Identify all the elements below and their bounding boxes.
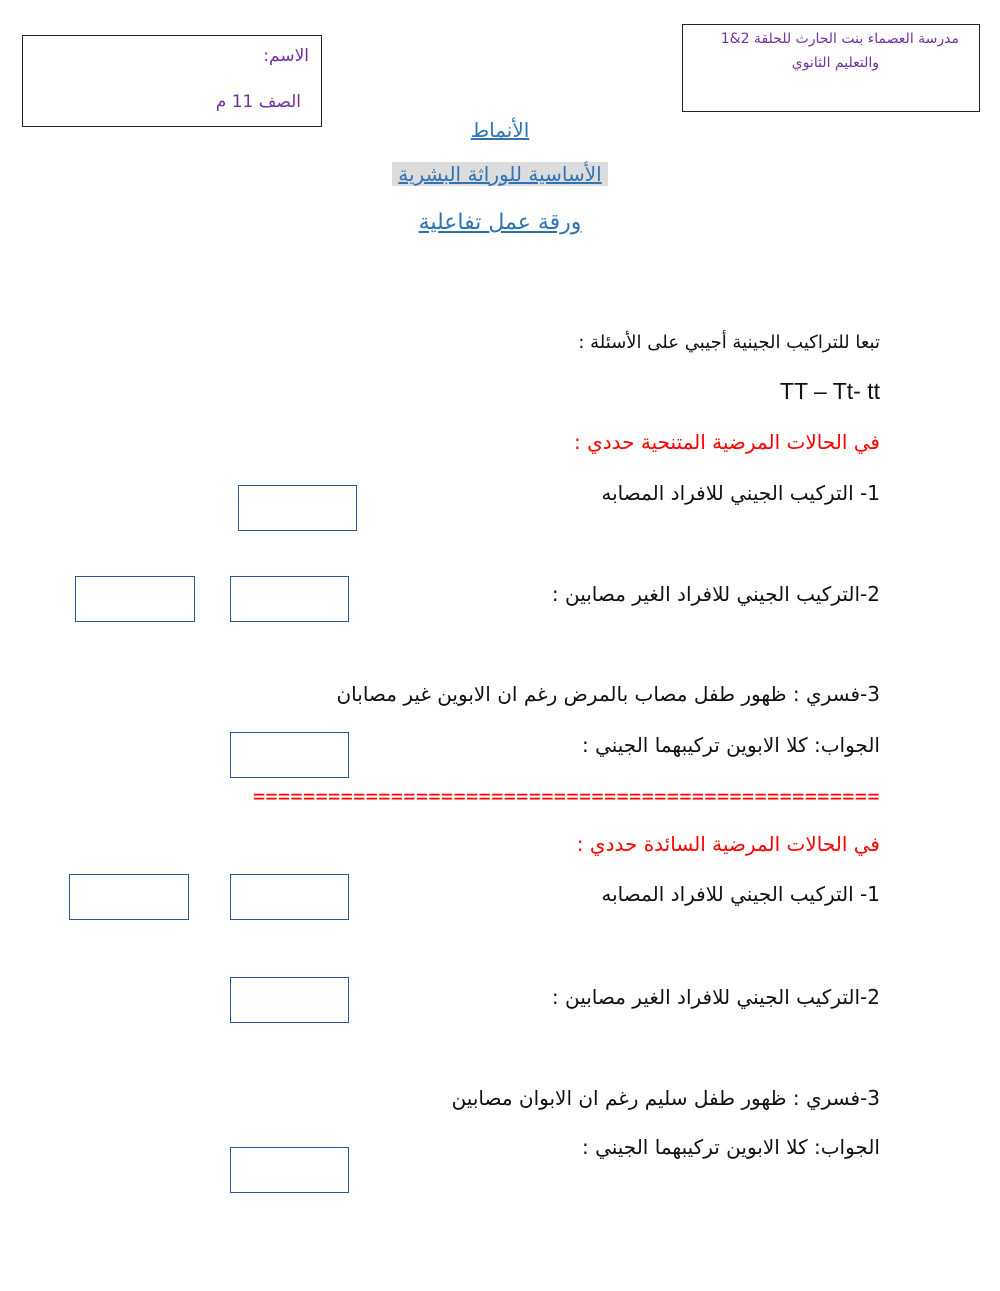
dominant-q1-answer-input-1[interactable] — [230, 874, 349, 920]
school-stage: والتعليم الثانوي — [791, 55, 879, 71]
recessive-q1: 1- التركيب الجيني للافراد المصابه — [601, 481, 880, 505]
name-label: الاسم: — [263, 46, 309, 66]
title-basic-inheritance-text: الأساسية للوراثة البشرية — [392, 162, 607, 186]
recessive-q2-answer-input-2[interactable] — [75, 576, 195, 622]
class-label: الصف 11 م — [215, 92, 301, 112]
instruction-text: تبعا للتراكيب الجينية أجيبي على الأسئلة : — [578, 332, 880, 353]
dominant-q1: 1- التركيب الجيني للافراد المصابه — [601, 882, 880, 906]
school-info-box — [682, 24, 980, 112]
student-info-box — [22, 35, 322, 127]
recessive-q3-answer-input[interactable] — [230, 732, 349, 778]
dominant-q2-answer-input[interactable] — [230, 977, 349, 1023]
dominant-q3-answer-input[interactable] — [230, 1147, 349, 1193]
recessive-q2: 2-التركيب الجيني للافراد الغير مصابين : — [551, 582, 880, 606]
title-interactive-worksheet: ورقة عمل تفاعلية — [418, 210, 582, 235]
recessive-heading: في الحالات المرضية المتنحية حددي : — [573, 430, 880, 454]
school-name: مدرسة العصماء بنت الحارث للحلقة 2&1 — [720, 31, 959, 47]
recessive-answer-label: الجواب: كلا الابوين تركيبهما الجيني : — [581, 733, 880, 757]
dominant-heading: في الحالات المرضية السائدة حددي : — [576, 832, 880, 856]
dominant-answer-label: الجواب: كلا الابوين تركيبهما الجيني : — [581, 1135, 880, 1159]
dominant-q1-answer-input-2[interactable] — [69, 874, 189, 920]
title-basic-inheritance — [0, 162, 1000, 186]
recessive-q1-answer-input[interactable] — [238, 485, 357, 531]
dominant-q2: 2-التركيب الجيني للافراد الغير مصابين : — [551, 985, 880, 1009]
recessive-q2-answer-input-1[interactable] — [230, 576, 349, 622]
dominant-q3: 3-فسري : ظهور طفل سليم رغم ان الابوان مصابين — [451, 1086, 880, 1110]
recessive-q3: 3-فسري : ظهور طفل مصاب بالمرض رغم ان الابوين غير مصابان — [336, 682, 880, 706]
title-patterns: الأنماط — [470, 118, 530, 142]
section-separator: ================================================== — [252, 784, 880, 808]
genotypes-text: TT – Tt- tt — [779, 378, 880, 404]
